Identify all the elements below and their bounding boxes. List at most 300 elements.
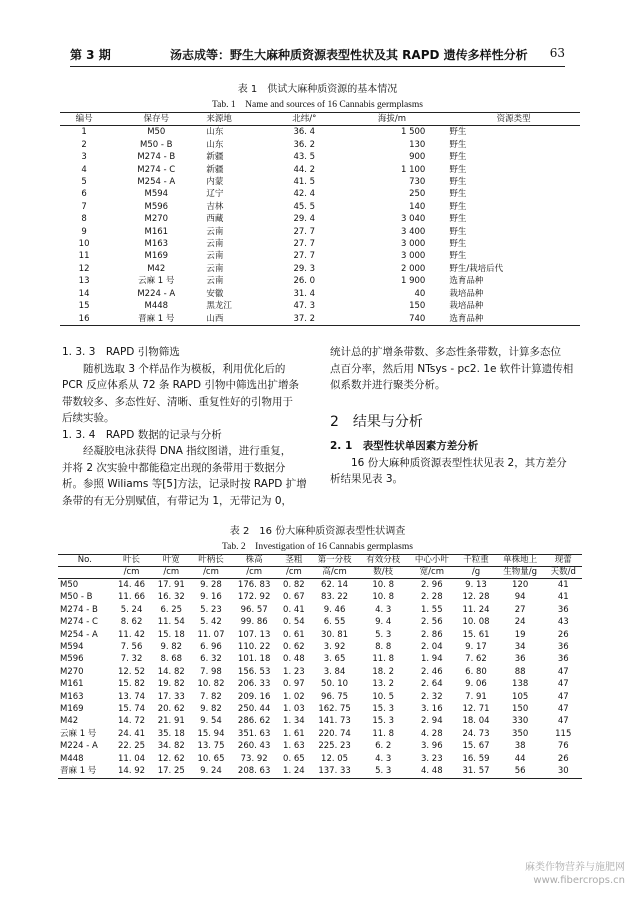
table-cell: 36	[514, 654, 526, 665]
table-cell: 22. 25	[118, 741, 146, 752]
table1-caption-en: Tab. 1 Name and sources of 16 Cannabis germplasms	[212, 100, 423, 110]
table2-header-unit: /cm	[231, 567, 278, 579]
table-cell: 13. 75	[197, 741, 225, 752]
table-row	[58, 765, 582, 778]
table-cell: M224 - A	[137, 288, 176, 299]
table-row	[60, 164, 580, 176]
paragraph-line: 并将 2 次实验中都能稳定出现的条带用于数据分	[62, 461, 286, 474]
table-cell: 15. 74	[118, 704, 146, 715]
table2-header-cell: No.	[58, 555, 112, 567]
table-row	[60, 238, 580, 250]
table-cell: 野生	[449, 177, 467, 188]
table-row	[58, 666, 582, 678]
table-cell: 73. 92	[240, 753, 268, 764]
table2-header-cell: 有效分枝	[359, 555, 408, 567]
table-cell: 4	[81, 164, 87, 175]
table-cell: 9. 06	[465, 679, 487, 690]
table-cell: 3. 96	[421, 741, 443, 752]
table-cell: 31. 57	[462, 766, 490, 777]
issue-number: 第 3 期	[70, 48, 111, 62]
table-cell: 山东	[206, 139, 224, 150]
table-row	[58, 616, 582, 628]
table2-header-row	[58, 555, 582, 567]
table-cell: 96. 75	[321, 691, 349, 702]
table1-header-cell: 海拔/m	[337, 113, 448, 126]
table-cell: M594	[60, 642, 84, 653]
table-cell: 30. 81	[321, 629, 349, 640]
table-cell: 8. 68	[160, 654, 183, 665]
table2-header-row-units	[58, 567, 582, 579]
table-cell: 141. 73	[318, 716, 351, 727]
table-cell: 9. 28	[200, 580, 222, 590]
table-row	[60, 300, 580, 312]
table-cell: 2. 96	[421, 580, 443, 590]
table-cell: 5. 3	[375, 629, 392, 640]
table-cell: 209. 16	[237, 691, 271, 702]
table-cell: 7. 32	[120, 654, 143, 665]
table-cell: 5	[81, 177, 87, 188]
table-cell: 14. 46	[118, 580, 146, 590]
table-cell: 12	[78, 263, 90, 274]
table-cell: 38	[514, 741, 526, 752]
table-row	[58, 753, 582, 765]
running-title: 汤志成等：野生大麻种质资源表型性状及其 RAPD 遗传多样性分析	[170, 48, 528, 62]
paragraph-line: 似系数并进行聚类分析。	[330, 379, 446, 391]
table-cell: 31. 4	[293, 288, 316, 299]
table-cell: 10	[78, 239, 90, 250]
paragraph-line: PCR 反应体系从 72 条 RAPD 引物中筛选出扩增条	[62, 379, 299, 391]
table-cell: 栽培品种	[449, 301, 484, 312]
table2-header-cell: 第一分枝	[310, 555, 359, 567]
table1-header-cell: 保存号	[108, 113, 204, 126]
table-cell: 15. 82	[118, 679, 146, 690]
table-cell: M274 - C	[60, 617, 98, 628]
table-cell: 36	[557, 654, 569, 665]
table-cell: 2 000	[400, 263, 426, 274]
table-cell: 15. 18	[157, 629, 185, 640]
table1-caption-cn: 表 1 供试大麻种质资源的基本情况	[237, 84, 398, 95]
table-row	[58, 604, 582, 616]
table-row	[58, 703, 582, 715]
table-cell: 2. 86	[421, 629, 443, 640]
table-row	[58, 740, 582, 752]
table-row	[60, 313, 580, 326]
table-cell: 7. 98	[200, 666, 222, 677]
table-cell: 140	[409, 201, 426, 212]
table-cell: 云麻 1 号	[60, 728, 97, 739]
table-cell: 9. 4	[375, 617, 392, 628]
table-cell: 新疆	[206, 152, 224, 163]
table-cell: 15. 3	[372, 704, 395, 715]
table-cell: 56	[514, 766, 526, 777]
table-cell: 7	[81, 201, 87, 212]
table-cell: 42. 4	[293, 189, 316, 200]
table-cell: 11. 24	[462, 604, 490, 615]
table-cell: 6. 55	[323, 617, 346, 628]
table-cell: 2. 28	[421, 592, 443, 603]
subsection-heading-2-1: 2. 1 表型性状单因素方差分析	[330, 440, 479, 452]
table-cell: M50 - B	[60, 592, 93, 603]
table-cell: 41. 5	[293, 177, 316, 188]
table-row	[60, 151, 580, 163]
table-cell: 6. 96	[200, 642, 222, 653]
table-cell: M254 - A	[60, 629, 98, 640]
table-cell: 36	[557, 642, 569, 653]
table-cell: 7. 91	[465, 691, 487, 702]
table-cell: 206. 33	[237, 679, 271, 690]
table-cell: 3. 84	[323, 666, 346, 677]
table-cell: 5. 42	[200, 617, 222, 628]
table-cell: 6	[81, 189, 87, 200]
watermark-line: www.fibercrops.cn	[533, 875, 625, 886]
table-cell: 172. 92	[237, 592, 271, 603]
table-cell: 19	[514, 629, 526, 640]
table-cell: M50	[60, 580, 79, 590]
table-row	[60, 201, 580, 213]
table-cell: 35. 18	[157, 728, 185, 739]
table-cell: 8	[81, 214, 87, 225]
table2-header-cell: 千粒重	[456, 555, 496, 567]
table-cell: 4. 3	[375, 753, 392, 764]
table-cell: 15	[78, 301, 90, 312]
table-cell: 9. 17	[465, 642, 487, 653]
table-row	[58, 629, 582, 641]
table-cell: M274 - B	[137, 152, 176, 163]
running-header	[70, 46, 565, 67]
table-cell: 3. 92	[323, 642, 346, 653]
table-cell: 47	[557, 716, 569, 727]
table-cell: M161	[60, 679, 84, 690]
table-cell: 29. 4	[293, 214, 316, 225]
table-cell: 156. 53	[237, 666, 271, 677]
table-cell: 野生	[449, 152, 467, 163]
table-cell: 10. 8	[372, 580, 395, 590]
table-cell: 12. 28	[462, 592, 490, 603]
table-cell: 137. 33	[318, 766, 351, 777]
table-cell: 1. 34	[283, 716, 305, 727]
table1-header-cell: 编号	[60, 113, 108, 126]
table-cell: 野生	[449, 139, 467, 150]
table-cell: 20. 62	[157, 704, 185, 715]
table-cell: M42	[147, 263, 166, 274]
table-cell: 10. 65	[197, 753, 225, 764]
table-cell: 34. 82	[157, 741, 185, 752]
table-cell: 13	[78, 276, 90, 287]
table2-header-cell: 单株地上	[496, 555, 545, 567]
table-cell: 9	[81, 226, 87, 237]
table-cell: 50. 10	[321, 679, 349, 690]
table-cell: M270	[144, 214, 169, 225]
table-cell: 9. 82	[160, 642, 183, 653]
table-row	[58, 653, 582, 665]
table-cell: 110. 22	[237, 642, 271, 653]
table-cell: 9. 46	[323, 604, 346, 615]
table2-header-cell: 叶宽	[151, 555, 191, 567]
table-cell: 野生	[449, 251, 467, 262]
table-cell: 9. 24	[200, 766, 222, 777]
table-cell: 5. 3	[375, 766, 392, 777]
table-cell: 1. 55	[421, 604, 443, 615]
table-cell: 3. 16	[421, 704, 443, 715]
table-row	[60, 263, 580, 275]
table-cell: 4. 28	[421, 728, 443, 739]
table-cell: 1. 23	[283, 666, 305, 677]
table-cell: 1	[81, 127, 87, 138]
table-cell: 21. 91	[157, 716, 185, 727]
table-cell: 2. 94	[421, 716, 443, 727]
table-row	[60, 126, 580, 139]
table-row	[60, 139, 580, 151]
table-cell: 0. 41	[283, 604, 305, 615]
table-cell: 15. 3	[372, 716, 395, 727]
table-cell: 2. 46	[421, 666, 443, 677]
table-cell: 野生/栽培后代	[449, 263, 504, 274]
table-cell: 12. 62	[157, 753, 185, 764]
table-cell: 3 040	[400, 214, 426, 225]
table-cell: 辽宁	[206, 189, 224, 200]
table-cell: M448	[60, 753, 84, 764]
table-cell: 24. 73	[462, 728, 490, 739]
table1-header-cell: 资源类型	[447, 113, 580, 126]
table-cell: 7. 82	[200, 691, 222, 702]
table-cell: M448	[144, 301, 169, 312]
table-cell: 41	[557, 580, 569, 590]
table-cell: M163	[60, 691, 84, 702]
table-cell: 220. 74	[318, 728, 351, 739]
table-cell: 96. 57	[240, 604, 268, 615]
watermark	[525, 861, 625, 887]
table-cell: 29. 3	[293, 263, 316, 274]
table-cell: 44. 2	[293, 164, 316, 175]
table-cell: 286. 62	[237, 716, 271, 727]
table-cell: 26	[557, 753, 569, 764]
table-cell: 云南	[206, 263, 224, 274]
table2-header-unit: 宽/cm	[408, 567, 457, 579]
table-cell: 野生	[449, 239, 467, 250]
table-cell: 47	[557, 666, 569, 677]
table-cell: 1. 02	[283, 691, 305, 702]
table-cell: 5. 23	[200, 604, 222, 615]
table-cell: 新疆	[206, 164, 224, 175]
paragraph-line: 随机选取 3 个样品作为模板，利用优化后的	[83, 362, 286, 375]
table-cell: M274 - C	[137, 164, 176, 175]
table-cell: 11. 42	[118, 629, 146, 640]
table-cell: 野生	[449, 189, 467, 200]
table-row	[60, 226, 580, 238]
table-cell: 162. 75	[318, 704, 351, 715]
table-cell: 选育品种	[449, 313, 484, 324]
paragraph-line: 条带的有无分别赋值，有带记为 1，无带记为 0，	[62, 494, 293, 507]
table-cell: 1. 03	[283, 704, 305, 715]
table2-caption-en: Tab. 2 Investigation of 16 Cannabis germplasms	[222, 542, 413, 552]
table-cell: 3 000	[400, 239, 426, 250]
table-cell: 76	[557, 741, 569, 752]
table1-header-cell: 来源地	[204, 113, 272, 126]
table-cell: 1 900	[400, 276, 426, 287]
table-cell: 1 500	[400, 127, 426, 138]
table2-header-unit: /g	[456, 567, 496, 579]
table-cell: 900	[409, 152, 426, 163]
table-cell: M274 - B	[60, 604, 98, 615]
table-cell: 2. 56	[421, 617, 443, 628]
table-cell: 9. 54	[200, 716, 222, 727]
table-cell: 740	[409, 313, 426, 324]
table-cell: 4. 3	[375, 604, 392, 615]
table-cell: 3 000	[400, 251, 426, 262]
table-cell: 11. 8	[372, 728, 395, 739]
table-cell: 晋麻 1 号	[138, 313, 175, 324]
table-cell: 2. 32	[421, 691, 443, 702]
table-cell: 250	[409, 189, 426, 200]
table-row	[58, 678, 582, 690]
table-cell: 47	[557, 679, 569, 690]
table-cell: 14	[78, 288, 90, 299]
table-cell: 19. 82	[157, 679, 185, 690]
subsection-heading-1-3-3: 1. 3. 3 RAPD 引物筛选	[62, 346, 180, 358]
table-cell: 9. 82	[200, 704, 222, 715]
table-row	[60, 213, 580, 225]
table-cell: 15. 67	[462, 741, 490, 752]
table-cell: 3. 65	[323, 654, 346, 665]
table-cell: 47. 3	[293, 301, 316, 312]
table-cell: 0. 65	[283, 753, 305, 764]
table2-header-unit: 数/枝	[359, 567, 408, 579]
table-cell: M163	[144, 239, 169, 250]
table-cell: 8. 8	[375, 642, 392, 653]
table-cell: 10. 5	[372, 691, 395, 702]
table-cell: 11. 07	[197, 629, 225, 640]
table-row	[58, 728, 582, 740]
table-cell: 12. 71	[462, 704, 490, 715]
table-row	[60, 250, 580, 262]
table-cell: 730	[409, 177, 426, 188]
table-cell: 2. 04	[421, 642, 443, 653]
table-cell: 3	[81, 152, 87, 163]
table-cell: 176. 83	[237, 580, 271, 590]
table-cell: 14. 92	[118, 766, 146, 777]
table2-header-cell: 中心小叶	[408, 555, 457, 567]
table-cell: 野生	[449, 127, 467, 138]
table-cell: 14. 72	[118, 716, 146, 727]
table-cell: M594	[144, 189, 169, 200]
table-row	[58, 641, 582, 653]
table2-header-unit	[58, 567, 112, 579]
table-cell: 40	[414, 288, 426, 299]
table-cell: 0. 48	[283, 654, 305, 665]
table2-header-cell: 株高	[231, 555, 278, 567]
table-cell: 18. 04	[462, 716, 490, 727]
table-cell: 36. 2	[293, 139, 316, 150]
table-cell: 云南	[206, 251, 224, 262]
table-cell: 野生	[449, 164, 467, 175]
table-cell: 101. 18	[237, 654, 271, 665]
table-cell: 11. 8	[372, 654, 395, 665]
table-cell: 225. 23	[318, 741, 351, 752]
table-cell: 83. 22	[321, 592, 349, 603]
table-cell: 351. 63	[237, 728, 271, 739]
table-cell: 1. 24	[283, 766, 305, 777]
table2-header-cell: 茎粗	[277, 555, 310, 567]
paragraph-line: 统计总的扩增条带数、多态性条带数，计算多态位	[330, 346, 561, 358]
table-cell: 26. 0	[293, 276, 316, 287]
table-cell: 17. 91	[157, 580, 185, 590]
table-cell: 15. 61	[462, 629, 490, 640]
table-cell: 13. 2	[372, 679, 395, 690]
table-cell: 41	[557, 592, 569, 603]
table-cell: 3 400	[400, 226, 426, 237]
paragraph-line: 点百分率，然后用 NTsys - pc2. 1e 软件计算遗传相	[330, 362, 574, 375]
table-cell: 晋麻 1 号	[60, 766, 97, 777]
table-cell: 1 100	[400, 164, 426, 175]
table-cell: 7. 62	[465, 654, 487, 665]
paragraph-line: 带数较多、多态性好、清晰、重复性好的引物用于	[62, 395, 293, 408]
table2-header-cell: 叶柄长	[191, 555, 231, 567]
watermark-line: 麻类作物营养与施肥网	[525, 862, 625, 873]
table-cell: 27. 7	[293, 251, 316, 262]
table-cell: 88	[514, 666, 526, 677]
table2-header-unit: 高/cm	[310, 567, 359, 579]
table-cell: 27	[514, 604, 526, 615]
right-column	[330, 344, 585, 488]
table-cell: 11. 04	[118, 753, 146, 764]
table-cell: 26	[557, 629, 569, 640]
table-cell: 野生	[449, 226, 467, 237]
table-cell: 1. 63	[283, 741, 305, 752]
table-cell: 150	[512, 704, 529, 715]
table-cell: 9. 13	[465, 580, 487, 590]
table-cell: 山西	[206, 313, 224, 324]
table-cell: 34	[514, 642, 526, 653]
table-cell: 94	[514, 592, 526, 603]
table-cell: 0. 82	[283, 580, 305, 590]
table-cell: 6. 80	[465, 666, 487, 677]
table-row	[58, 715, 582, 727]
subsection-heading-1-3-4: 1. 3. 4 RAPD 数据的记录与分析	[62, 428, 222, 441]
table-row	[60, 188, 580, 200]
table-cell: 16. 32	[157, 592, 185, 603]
table-cell: 山东	[206, 127, 224, 138]
paragraph-line: 后续实验。	[62, 412, 115, 424]
table-cell: 云南	[206, 276, 224, 287]
left-column	[62, 344, 317, 509]
table-cell: 吉林	[206, 201, 224, 212]
table-cell: M254 - A	[137, 177, 176, 188]
table-cell: 10. 8	[372, 592, 395, 603]
table-cell: 330	[512, 716, 529, 727]
table-cell: 2	[81, 139, 87, 150]
table2-header-unit: /cm	[277, 567, 310, 579]
table-cell: 99. 86	[240, 617, 268, 628]
paragraph-line: 16 份大麻种质资源表型性状见表 2，其方差分	[351, 456, 567, 469]
table-cell: 27. 7	[293, 226, 316, 237]
table2-header-unit: 天数/d	[544, 567, 582, 579]
table-cell: 7. 56	[120, 642, 143, 653]
table-cell: 107. 13	[237, 629, 271, 640]
table1-header-cell: 北纬/°	[272, 113, 336, 126]
table-cell: 4. 48	[421, 766, 443, 777]
table-cell: 0. 62	[283, 642, 305, 653]
table2-header-unit: /cm	[151, 567, 191, 579]
table-cell: 24. 41	[118, 728, 146, 739]
paragraph-line: 析结果见表 3。	[330, 473, 404, 485]
table-cell: 栽培品种	[449, 288, 484, 299]
table-row	[60, 176, 580, 188]
table-cell: 30	[557, 766, 569, 777]
page-number: 63	[549, 46, 565, 60]
table2	[58, 554, 582, 779]
table-cell: 36	[557, 604, 569, 615]
table-cell: 120	[512, 580, 529, 590]
